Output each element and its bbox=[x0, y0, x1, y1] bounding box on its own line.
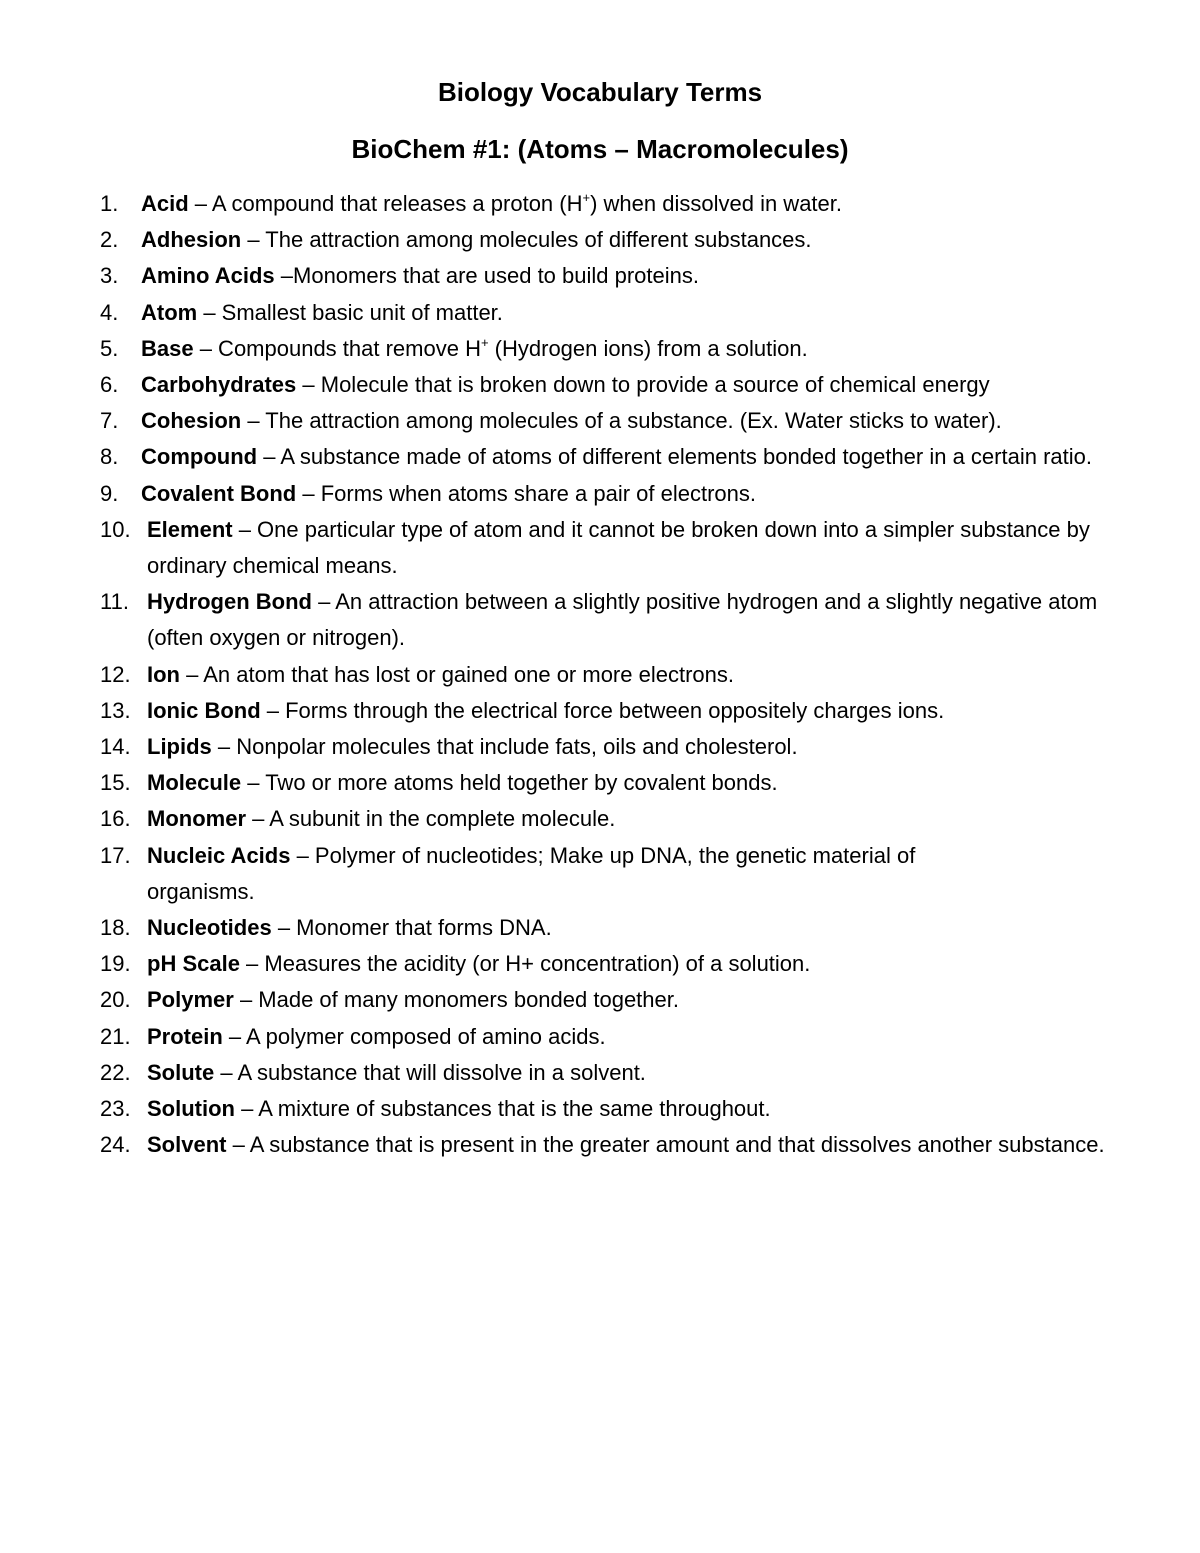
term-word: Nucleotides bbox=[147, 915, 272, 941]
item-number: 9. bbox=[100, 480, 119, 506]
vocab-item-lipids bbox=[100, 729, 1140, 765]
item-number: 13. bbox=[100, 697, 131, 723]
term-definition: – Nonpolar molecules that include fats, oils and cholesterol. bbox=[211, 734, 798, 760]
term-definition: – Forms when atoms share a pair of electrons. bbox=[296, 480, 756, 506]
term-definition: – The attraction among molecules of different substances. bbox=[241, 227, 812, 253]
vocab-item-compound bbox=[100, 439, 1140, 475]
term-definition-end: ) when dissolved in water. bbox=[590, 191, 842, 216]
vocab-item-hydrogen-bond bbox=[100, 584, 1140, 656]
term-definition: – Made of many monomers bonded together. bbox=[233, 987, 679, 1013]
term-definition: – Forms through the electrical force between oppositely charges ions. bbox=[260, 697, 945, 723]
term-definition: – An attraction between a slightly positive hydrogen and a slightly negative atom (often oxygen or nitrogen). bbox=[147, 589, 1098, 651]
vocab-item-solvent bbox=[100, 1127, 1140, 1163]
vocab-item-ion bbox=[100, 657, 1140, 693]
term-definition: – One particular type of atom and it cannot be broken down into a simpler substance by ordinary chemical means. bbox=[147, 516, 1090, 579]
term-word: Adhesion bbox=[141, 227, 242, 253]
item-number: 11. bbox=[100, 589, 129, 615]
item-number: 8. bbox=[100, 444, 119, 470]
item-number: 1. bbox=[100, 191, 119, 216]
term-word: Solution bbox=[147, 1096, 235, 1122]
vocab-item-acid bbox=[100, 186, 1140, 222]
item-number: 3. bbox=[100, 263, 119, 289]
term-definition: – A compound that releases a proton (H bbox=[188, 191, 583, 216]
term-definition: – Compounds that remove H bbox=[193, 335, 481, 361]
term-definition: – Monomer that forms DNA. bbox=[271, 915, 552, 941]
item-number: 23. bbox=[100, 1096, 131, 1122]
item-number: 21. bbox=[100, 1023, 131, 1049]
superscript: + bbox=[582, 190, 591, 205]
item-number: 10. bbox=[100, 516, 131, 542]
term-definition-end: (Hydrogen ions) from a solution. bbox=[488, 335, 808, 361]
item-number: 22. bbox=[100, 1059, 131, 1085]
vocab-item-atom bbox=[100, 295, 1140, 331]
term-definition: – A mixture of substances that is the same throughout. bbox=[234, 1096, 771, 1122]
term-definition: – A substance that is present in the greater amount and that dissolves another substance. bbox=[226, 1132, 1105, 1158]
term-word: pH Scale bbox=[147, 951, 240, 977]
term-word: Compound bbox=[141, 444, 258, 470]
vocab-item-nucleic-acids bbox=[100, 838, 1140, 910]
term-word: Base bbox=[141, 335, 194, 361]
vocab-item-base bbox=[100, 331, 1140, 367]
vocab-item-adhesion bbox=[100, 222, 1140, 258]
term-word: Molecule bbox=[147, 770, 242, 796]
term-definition: – Two or more atoms held together by covalent bonds. bbox=[241, 770, 778, 796]
vocab-item-covalent-bond bbox=[100, 476, 1140, 512]
item-number: 12. bbox=[100, 661, 131, 687]
vocab-item-polymer bbox=[100, 982, 1140, 1018]
vocab-item-amino-acids bbox=[100, 258, 1140, 294]
term-definition: – A substance that will dissolve in a solvent. bbox=[214, 1059, 646, 1085]
term-word: Ionic Bond bbox=[147, 697, 261, 723]
vocab-item-cohesion bbox=[100, 403, 1140, 439]
item-number: 19. bbox=[100, 951, 131, 977]
term-definition: – An atom that has lost or gained one or more electrons. bbox=[180, 661, 734, 687]
term-word: Cohesion bbox=[141, 408, 242, 434]
item-number: 15. bbox=[100, 770, 131, 796]
vocab-item-ph-scale bbox=[100, 946, 1140, 982]
item-number: 5. bbox=[100, 335, 119, 361]
item-number: 7. bbox=[100, 408, 119, 434]
vocab-item-protein bbox=[100, 1019, 1140, 1055]
term-word: Solvent bbox=[147, 1132, 227, 1158]
term-word: Monomer bbox=[147, 806, 246, 832]
document-subtitle: BioChem #1: (Atoms – Macromolecules) bbox=[351, 134, 849, 164]
term-word: Ion bbox=[147, 661, 180, 687]
term-word: Atom bbox=[141, 299, 198, 325]
term-definition: – Smallest basic unit of matter. bbox=[197, 299, 503, 325]
term-definition: –Monomers that are used to build proteins. bbox=[274, 263, 700, 289]
term-word: Amino Acids bbox=[141, 263, 275, 289]
term-definition: – A subunit in the complete molecule. bbox=[246, 806, 616, 832]
item-number: 17. bbox=[100, 842, 131, 868]
term-word: Hydrogen Bond bbox=[147, 589, 312, 615]
item-number: 4. bbox=[100, 299, 119, 325]
item-number: 16. bbox=[100, 806, 131, 832]
term-word: Solute bbox=[147, 1059, 215, 1085]
vocab-item-solute bbox=[100, 1055, 1140, 1091]
term-word: Covalent Bond bbox=[141, 480, 297, 506]
vocab-item-solution bbox=[100, 1091, 1140, 1127]
term-word: Polymer bbox=[147, 987, 234, 1013]
term-definition: – The attraction among molecules of a substance. (Ex. Water sticks to water). bbox=[241, 408, 1002, 434]
term-definition: – A substance made of atoms of different elements bonded together in a certain ratio. bbox=[257, 444, 1092, 470]
term-word: Acid bbox=[141, 191, 189, 216]
term-word: Protein bbox=[147, 1023, 223, 1049]
item-number: 14. bbox=[100, 734, 131, 760]
term-definition: – Measures the acidity (or H+ concentration) of a solution. bbox=[239, 951, 811, 977]
superscript: + bbox=[480, 334, 489, 350]
vocabulary-list bbox=[100, 186, 1140, 1163]
item-number: 6. bbox=[100, 372, 119, 398]
item-number: 2. bbox=[100, 227, 119, 253]
document-title: Biology Vocabulary Terms bbox=[437, 77, 763, 107]
vocab-item-carbohydrates bbox=[100, 367, 1140, 403]
vocab-item-element bbox=[100, 512, 1140, 584]
term-definition: – Polymer of nucleotides; Make up DNA, the genetic material of organisms. bbox=[147, 842, 916, 904]
vocab-item-nucleotides bbox=[100, 910, 1140, 946]
term-word: Element bbox=[147, 516, 233, 542]
term-definition: – Molecule that is broken down to provide a source of chemical energy bbox=[296, 372, 990, 398]
item-number: 18. bbox=[100, 915, 131, 941]
vocab-item-ionic-bond bbox=[100, 693, 1140, 729]
vocab-item-monomer bbox=[100, 801, 1140, 837]
item-number: 20. bbox=[100, 987, 131, 1013]
item-number: 24. bbox=[100, 1132, 131, 1158]
term-definition: – A polymer composed of amino acids. bbox=[222, 1023, 606, 1049]
term-word: Nucleic Acids bbox=[147, 842, 291, 868]
term-word: Carbohydrates bbox=[141, 372, 297, 398]
term-word: Lipids bbox=[147, 734, 212, 760]
vocab-item-molecule bbox=[100, 765, 1140, 801]
